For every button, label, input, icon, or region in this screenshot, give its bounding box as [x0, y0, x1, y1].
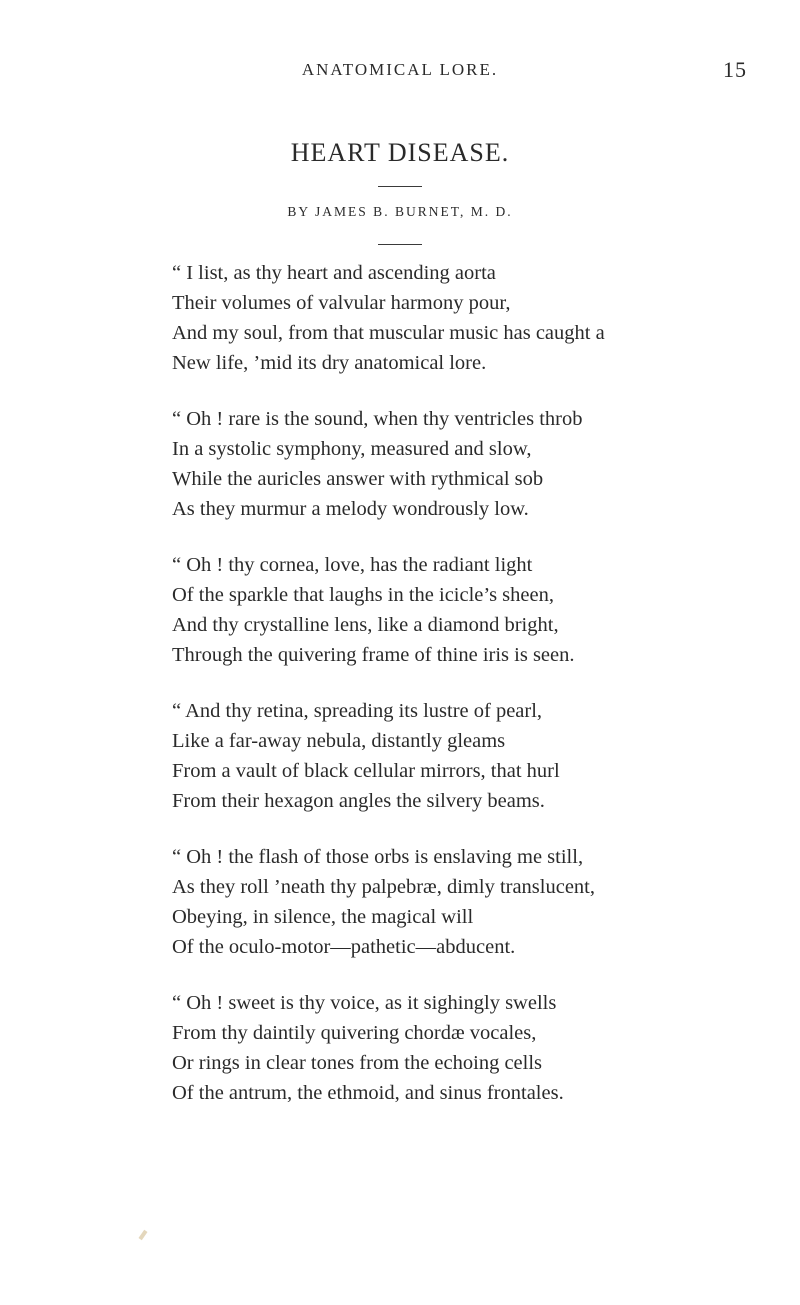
- poem-line: Of the sparkle that laughs in the icicle’s sheen,: [172, 584, 554, 606]
- running-title: ANATOMICAL LORE.: [301, 60, 499, 79]
- stanza: [172, 258, 792, 378]
- byline-divider: [378, 244, 422, 245]
- poem-line: Of the oculo-motor—pathetic—abducent.: [172, 936, 516, 958]
- poem-line: And my soul, from that muscular music has caught a: [172, 322, 605, 344]
- poem-line: Of the antrum, the ethmoid, and sinus frontales.: [172, 1082, 564, 1104]
- poem-line: Or rings in clear tones from the echoing cells: [172, 1052, 543, 1074]
- poem-line: “ Oh ! rare is the sound, when thy ventricles throb: [172, 408, 583, 430]
- poem-line: “ Oh ! the flash of those orbs is enslaving me still,: [172, 846, 584, 868]
- stanza: [172, 550, 792, 670]
- poem-line: Obeying, in silence, the magical will: [172, 906, 474, 928]
- poem-line: As they roll ’neath thy palpebræ, dimly translucent,: [172, 876, 596, 898]
- poem-line: New life, ’mid its dry anatomical lore.: [172, 352, 487, 374]
- poem-line: Through the quivering frame of thine iris is seen.: [172, 644, 575, 666]
- poem-title: HEART DISEASE.: [290, 138, 510, 167]
- poem-line: While the auricles answer with rythmical sob: [172, 468, 544, 490]
- author-byline: BY JAMES B. BURNET, M. D.: [287, 204, 513, 219]
- poem-line: As they murmur a melody wondrously low.: [172, 498, 529, 520]
- stanza: [172, 842, 792, 962]
- poem-line: In a systolic symphony, measured and slow,: [172, 438, 532, 460]
- poem-line: From thy daintily quivering chordæ vocales,: [172, 1022, 537, 1044]
- stanza: [172, 404, 792, 524]
- paper-blemish: [138, 1230, 147, 1240]
- poem-body: [172, 258, 792, 1134]
- poem-line: “ Oh ! sweet is thy voice, as it sighingly swells: [172, 992, 557, 1014]
- poem-line: From their hexagon angles the silvery beams.: [172, 790, 545, 812]
- poem-line: “ I list, as thy heart and ascending aorta: [172, 262, 496, 284]
- stanza: [172, 696, 792, 816]
- running-head: [0, 57, 800, 90]
- poem-line: From a vault of black cellular mirrors, that hurl: [172, 760, 560, 782]
- title-divider: [378, 186, 422, 187]
- page-number: 15: [723, 57, 747, 82]
- stanza: [172, 988, 792, 1108]
- poem-line: Like a far-away nebula, distantly gleams: [172, 730, 506, 752]
- poem-line: Their volumes of valvular harmony pour,: [172, 292, 511, 314]
- poem-line: “ And thy retina, spreading its lustre of pearl,: [172, 700, 543, 722]
- poem-line: And thy crystalline lens, like a diamond bright,: [172, 614, 559, 636]
- poem-line: “ Oh ! thy cornea, love, has the radiant light: [172, 554, 533, 576]
